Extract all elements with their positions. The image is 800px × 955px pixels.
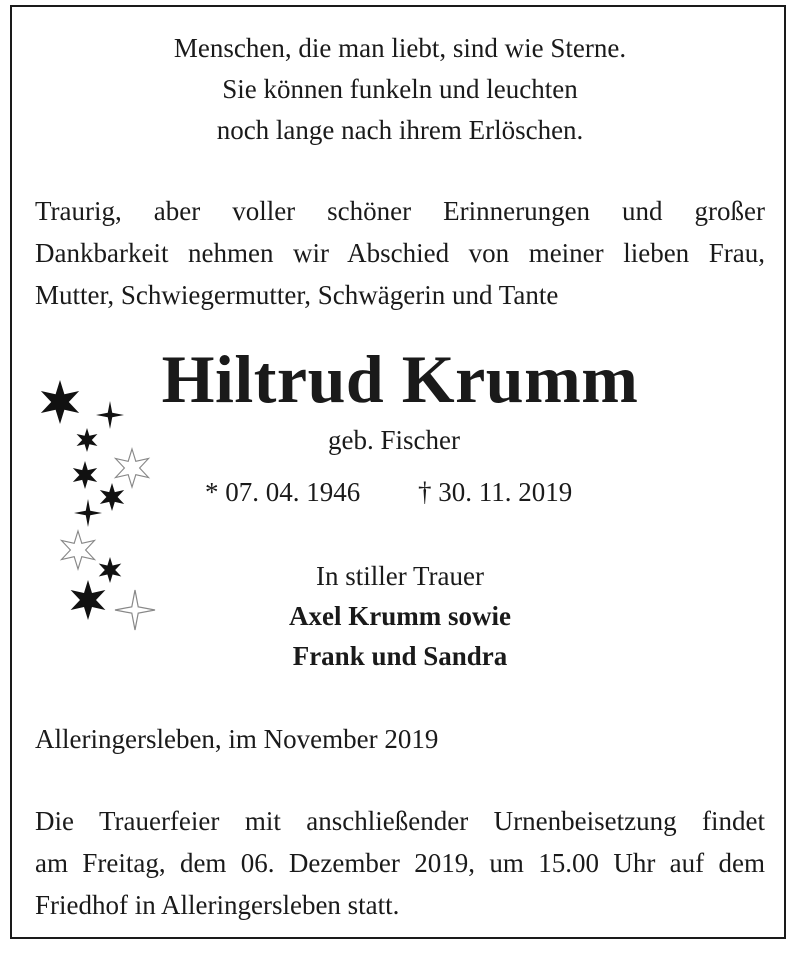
ceremony-text xyxy=(35,800,765,926)
intro-text xyxy=(35,190,765,316)
outline-star-icon xyxy=(61,531,94,569)
intro-line-3: Mutter, Schwiegermutter, Schwägerin und Tante xyxy=(35,280,559,310)
intro-line-1: Traurig, aber voller schöner Erinnerungen und großer xyxy=(35,196,765,226)
quote-line-1: Menschen, die man liebt, sind wie Sterne. xyxy=(173,33,627,63)
sparkle-icon xyxy=(74,499,102,527)
deceased-name: Hiltrud Krumm xyxy=(161,341,639,417)
star-icon xyxy=(73,461,97,489)
star-icon xyxy=(100,483,124,511)
quote-line-3: noch lange nach ihrem Erlöschen. xyxy=(216,115,584,145)
place-date: Alleringersleben, im November 2019 xyxy=(35,724,439,754)
outline-sparkle-icon xyxy=(115,590,155,630)
ceremony-line-1: Die Trauerfeier mit anschließender Urnenbeisetzung findet xyxy=(35,806,765,836)
star-icon xyxy=(71,580,106,620)
ceremony-line-2: am Freitag, dem 06. Dezember 2019, um 15.00 Uhr auf dem xyxy=(35,848,765,878)
star-icon xyxy=(77,428,98,452)
star-icon xyxy=(41,380,79,424)
mourners-line-1: Axel Krumm sowie xyxy=(289,601,511,631)
intro-line-2: Dankbarkeit nehmen wir Abschied von meiner lieben Frau, xyxy=(35,238,765,268)
quote-line-2: Sie können funkeln und leuchten xyxy=(222,74,578,104)
outline-star-icon xyxy=(115,449,148,487)
star-icon xyxy=(99,557,122,583)
birth-date: * 07. 04. 1946 xyxy=(205,477,361,507)
maiden-name: geb. Fischer xyxy=(328,425,460,455)
ceremony-line-3: Friedhof in Alleringersleben statt. xyxy=(35,890,400,920)
mourners-heading: In stiller Trauer xyxy=(316,561,484,591)
sparkle-icon xyxy=(96,401,124,429)
stars-decoration xyxy=(30,370,170,640)
mourners-line-2: Frank und Sandra xyxy=(292,641,508,671)
death-date: † 30. 11. 2019 xyxy=(418,477,573,507)
